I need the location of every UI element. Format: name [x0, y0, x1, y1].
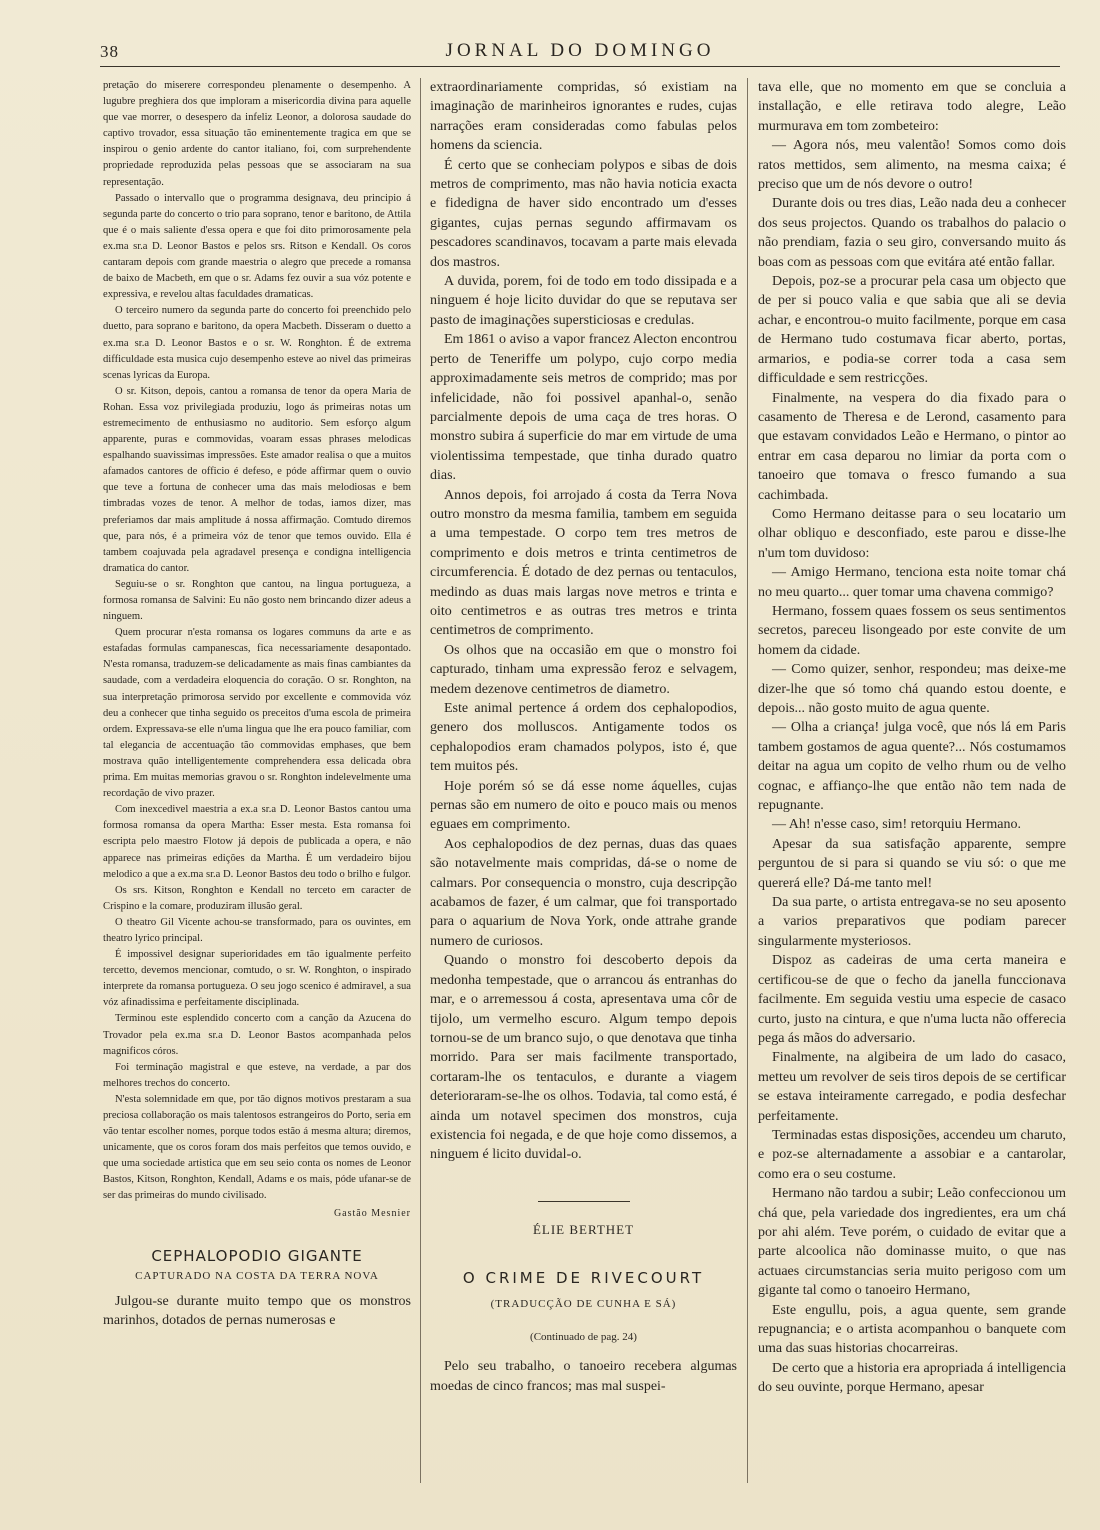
column-2 [430, 78, 737, 1510]
story-title: O CRIME DE RIVECOURT [462, 1269, 705, 1288]
paragraph: extraordinariamente compridas, só existiam na imaginação de marinheiros ignorantes e rudes, cujas narrações eram consideradas como fabulas pelos homens da sciencia. [430, 80, 737, 154]
section-divider [538, 1201, 630, 1202]
paragraph: Finalmente, na vespera do dia fixado para o casamento de Theresa e de Lerond, casamento para que estavam convidados Leão e Hermano, o pintor ao entrar em casa deparou no limiar da porta com o tanoeiro que tomava o fresco fumando a sua cachimbada. [758, 390, 1066, 503]
paragraph: Da sua parte, o artista entregava-se no seu aposento a varios preparativos que podiam parecer singularmente mysteriosos. [758, 895, 1066, 949]
paragraph: tava elle, que no momento em que se concluia a installação, e elle retirava todo alegre, Leão murmurava em tom zombeteiro: [758, 80, 1066, 134]
paragraph: — Olha a criança! julga você, que nós lá em Paris tambem gostamos de agua quente?... Nós costumamos deitar na agua um copito de velho rhum ou de velho cognac, e affianço-lhe que então não tem nada de repugnante. [758, 720, 1066, 814]
paragraph: Terminou este esplendido concerto com a canção da Azucena do Trovador pela ex.ma sr.a D. Leonor Bastos acompanhada pelos magnificos córos. [103, 1013, 411, 1057]
paragraph: Annos depois, foi arrojado á costa da Terra Nova outro monstro da mesma familia, tambem em seguida a uma tempestade. O corpo tem tres metros de comprimento e dois metros e trinta centimetros de circumferencia. É dotado de dez pernas ou tentaculos, medindo as duas mais largas nove metros e trinta e oito centimetros e as outras tres metros e trinta centimetros de comprimento. [430, 487, 737, 639]
paragraph: Com inexcedivel maestria a ex.a sr.a D. Leonor Bastos cantou uma formosa romansa da opera Martha: Esser mesta. Esta romansa foi escripta pelo maestro Flotow já depois de publicada a opera, e não apparece nas primeiras edições da Martha. É um verdadeiro bijou melodico a que a ex.ma sr.a D. Leonor Bastos deu todo o brilho e fulgor. [103, 804, 411, 880]
paragraph: O terceiro numero da segunda parte do concerto foi preenchido pelo duetto, para soprano e baritono, da opera Macbeth. Disseram o duetto a ex.ma sr.a D. Leonor Bastos e o sr. W. Ronghton. É de extrema difficuldade esta musica cujo desempenho esteve ao nivel das primeiras scenas lyricas da Europa. [103, 305, 411, 381]
paragraph: — Ah! n'esse caso, sim! retorquiu Hermano. [772, 817, 1022, 833]
paragraph: É impossivel designar superioridades em tão igualmente perfeito tercetto, devemos mencionar, comtudo, o sr. W. Ronghton, o inspirado interprete da romansa portugueza. O seu jogo scenico é admiravel, a sua vóz afinadissima e perfeitamente disciplinada. [103, 949, 411, 1009]
column-1 [103, 78, 411, 1510]
journal-title: JORNAL DO DOMINGO [445, 40, 715, 61]
continued-note: (Continuado de pag. 24) [530, 1330, 637, 1343]
paragraph: A duvida, porem, foi de todo em todo dissipada e a ninguem é hoje licito duvidar do que se reputava ser pasto de imaginações supersticiosas e credulas. [430, 274, 737, 328]
paragraph: Este animal pertence á ordem dos cephalopodios, genero dos molluscos. Antigamente todos os cephalopodios eram chamados polypos, isto é, que tem muitos pés. [430, 701, 737, 775]
paragraph: Finalmente, na algibeira de um lado do casaco, metteu um revolver de seis tiros depois de se certificar se estava inteiramente carregado, e podia desfechar perfeitamente. [758, 1050, 1066, 1124]
paragraph: — Como quizer, senhor, respondeu; mas deixe-me dizer-lhe que só tomo chá quando estou doente, e depois... não gosto muito de agua quente. [758, 662, 1066, 716]
paragraph: Hermano, fossem quaes fossem os seus sentimentos secretos, pareceu lisongeado por este convite de um homem da cidade. [758, 603, 1066, 658]
translation-credit: (TRADUCÇÃO DE CUNHA E SÁ) [490, 1297, 677, 1310]
paragraph: Aos cephalopodios de dez pernas, duas das quaes são notavelmente mais compridas, dá-se o nome de calmars. Por consequencia o monstro, cuja descripção acabamos de fazer, é um calmar, que foi transportado para o aquarium de Nova York, onde attrahe grande numero de curiosos. [430, 836, 737, 949]
paragraph: Hermano não tardou a subir; Leão confeccionou um chá que, pela variedade dos ingredientes, era um chá por ahi além. Teve porém, o cuidado de evitar que a parte alcoolica não dominasse muito, o que nas actuaes circumstancias seria muito perigoso com um gigante tal como o tanoeiro Hermano, [758, 1186, 1066, 1299]
paragraph: Os olhos que na occasião em que o monstro foi capturado, tinham uma expressão feroz e selvagem, medem dezenove centimetros de diametro. [430, 642, 737, 697]
paragraph: Apesar da sua satisfação apparente, sempre perguntou de si para si quando se viu só: o que me quererá elle? Dá-me tanto mel! [758, 836, 1066, 891]
page-number: 38 [100, 42, 119, 61]
paragraph: Como Hermano deitasse para o seu locatario um olhar obliquo e desconfiado, este parou e disse-lhe n'um tom duvidoso: [758, 506, 1066, 561]
paragraph: Este engullu, pois, a agua quente, sem grande repugnancia; e o artista acompanhou o banquete com uma das suas historias chocarreiras. [758, 1302, 1066, 1357]
paragraph: Seguiu-se o sr. Ronghton que cantou, na lingua portugueza, a formosa romansa de Salvini: Eu não gosto nem brincando dizer adeus a ninguem. [103, 578, 411, 623]
paragraph: O theatro Gil Vicente achou-se transformado, para os ouvintes, em theatro lyrico principal. [103, 916, 411, 944]
column-divider [420, 78, 421, 1483]
paragraph: Hoje porém só se dá esse nome áquelles, cujas pernas são em numero de oito e pouco mais ou menos eguaes em comprimento. [430, 778, 737, 833]
paragraph: De certo que a historia era apropriada á intelligencia do seu ouvinte, porque Hermano, apesar [758, 1360, 1066, 1396]
column-3 [758, 78, 1066, 1510]
header-rule [100, 66, 1060, 67]
paragraph: Foi terminação magistral e que esteve, na verdade, a par dos melhores trechos do concerto. [103, 1061, 411, 1089]
paragraph: É certo que se conheciam polypos e sibas de dois metros de comprimento, mas não havia noticia exacta e fidedigna de haver sido encontrado um d'esses gigantes, cujas pernas segundo affirmavam os pescadores scandinavos, tocavam a parte mais elevada dos mastros. [430, 157, 737, 270]
article-signature: Gastão Mesnier [333, 1207, 411, 1219]
paragraph: Julgou-se durante muito tempo que os monstros marinhos, dotados de pernas numerosas e [103, 1293, 411, 1329]
article-title: CEPHALOPODIO GIGANTE [151, 1246, 363, 1265]
paragraph: Durante dois ou tres dias, Leão nada deu a conhecer dos seus projectos. Quando os trabalhos do palacio o não prendiam, fazia o seu giro, conversando muito ás boas com as pessoas com que evitára até então fallar. [758, 196, 1066, 270]
page-header [100, 38, 1060, 66]
paragraph: Depois, poz-se a procurar pela casa um objecto que de per si pouco valia e que sabia que ali se devia achar, e encontrou-o muito facilmente, porque em casa de Hermano tudo costumava ficar aberto, portas, armarios, e podia-se correr toda a casa sem difficuldade e sem restricções. [758, 274, 1066, 387]
paragraph: Quem procurar n'esta romansa os logares communs da arte e as estafadas formulas campanescas, fica necessariamente desapontado. N'esta romansa, traduzem-se delicadamente as mais finas cambiantes da saudade, com a verdadeira eloquencia do coração. O sr. Ronghton, na sua interpretação primorosa servido por excellente e commovida vóz deu a conhecer que tinha seguido os preceitos d'uma escola de primeira ordem. Expressava-se elle n'uma lingua que lhe era pouco familiar, com tal elegancia de accentuação tão commovidas emphases, que bem mostrava quão intelligentemente comprehendera essa delicada obra prima. Em muitas memorias gravou o sr. Ronghton indelevelmente uma recordação de vivo prazer. [103, 627, 411, 800]
paragraph: Terminadas estas disposições, accendeu um charuto, e poz-se alternadamente a assobiar e a cantarolar, como era o seu costume. [758, 1127, 1066, 1182]
paragraph: — Amigo Hermano, tenciona esta noite tomar chá no meu quarto... quer tomar uma chavena commigo? [758, 565, 1066, 600]
story-author: ÉLIE BERTHET [532, 1221, 635, 1237]
paragraph: Os srs. Kitson, Ronghton e Kendall no terceto em caracter de Crispino e la comare, produziram illusão geral. [103, 884, 411, 912]
paragraph: — Agora nós, meu valentão! Somos como dois ratos mettidos, sem alimento, na mesma caixa; é preciso que um de nós devore o outro! [758, 138, 1066, 193]
paragraph: Em 1861 o aviso a vapor francez Alecton encontrou perto de Teneriffe um polypo, cujo corpo media approximadamente seis metros de comprido; mas por infelicidade, não foi possivel apanhal-o, senão parcialmente depois de uma caça de tres horas. O monstro subira á superficie do mar em virtude de uma violentissima tempestade, que tinha durado quatro dias. [430, 332, 737, 484]
paragraph: Pelo seu trabalho, o tanoeiro recebera algumas moedas de cinco francos; mas mal suspei- [430, 1359, 737, 1394]
column-divider [747, 78, 748, 1483]
paragraph: Passado o intervallo que o programma designava, deu principio á segunda parte do concerto o trio para soprano, tenor e baritono, de Attila que é o mais saliente d'essa opera e que foi dito primorosamente pela ex.ma sr.a D. Leonor Bastos e pelos srs. Ritson e Kendall. Os coros cantaram depois com grande maestria o alegro que precede a romansa de baixo de Macbeth, em que o sr. Adams fez ouvir a sua vóz potente e expressiva, e revelou altas faculdades dramaticas. [103, 192, 411, 301]
paragraph: pretação do miserere correspondeu plenamente o desempenho. A lugubre preghiera dos que imploram a misericordia divina para aquelle que vae morrer, o desespero da infeliz Leonor, a dolorosa saudade do captivo trovador, essa situação tão eminentemente tragica em que se inspirou o genio ardente do cantor italiano, foi, com surprehendente propriedade reproduzida pelas pessoas que se associaram na sua representação. [103, 80, 411, 188]
paragraph: O sr. Kitson, depois, cantou a romansa de tenor da opera Maria de Rohan. Essa voz privilegiada produziu, logo ás primeiras notas um estremecimento de enthusiasmo no auditorio. Sem esforço algum apparente, puras e commovidas, voaram essas phrases melodicas espalhando suavissimas impressões. Este amador realisa o que a muitos afamados cantores de officio é defeso, e póde affirmar quem o ouvio que teve a fortuna de conhecer uma das mais melodiosas e bem timbradas vozes de tenor. A melhor de todas, iamos dizer, mas preferiamos dar mais amplitude á nossa affirmação. Comtudo diremos que, para nós, é a primeira vóz de tenor que temos ouvido. Ella é tambem coajuvada pela agradavel presença e condigna intelligencia dramatica do cantor. [103, 385, 411, 574]
paragraph: N'esta solemnidade em que, por tão dignos motivos prestaram a sua preciosa collaboração os mais talentosos estrangeiros do Porto, seria em vão tentar escolher nomes, porque todos estão á mesma altura; diremos, unicamente, que os coros foram dos mais perfeitos que temos ouvido, e que uma sociedade artistica que em seu seio conta os nomes de Leonor Bastos, Kitson, Ronghton, Kendall, Adams e os mais, póde ufanar-se de ser das primeiras do mundo civilisado. [103, 1093, 411, 1202]
paragraph: Dispoz as cadeiras de uma certa maneira e certificou-se de que o fecho da janella funccionava facilmente. Em seguida vestiu uma especie de casaco curto, justo na cintura, e que n'uma lucta não offerecia pega ás mãos do adversario. [758, 953, 1066, 1046]
article-subtitle: CAPTURADO NA COSTA DA TERRA NOVA [135, 1269, 379, 1282]
paragraph: Quando o monstro foi descoberto depois da medonha tempestade, que o arrancou ás entranhas do mar, e o arremessou á costa, apresentava uma côr de tijolo, um vermelho escuro. Algum tempo depois tornou-se de um branco sujo, o que denotava que tinha morrido. Para ser mais facilmente transportado, cortaram-lhe os tentaculos, e durante a viagem deterioraram-se-lhe os olhos. Todavia, tal como está, é ainda um notavel specimen dos monstros, cuja existencia foi negada, e de que hoje como dissemos, a ninguem é licito duvidal-o. [430, 953, 737, 1163]
